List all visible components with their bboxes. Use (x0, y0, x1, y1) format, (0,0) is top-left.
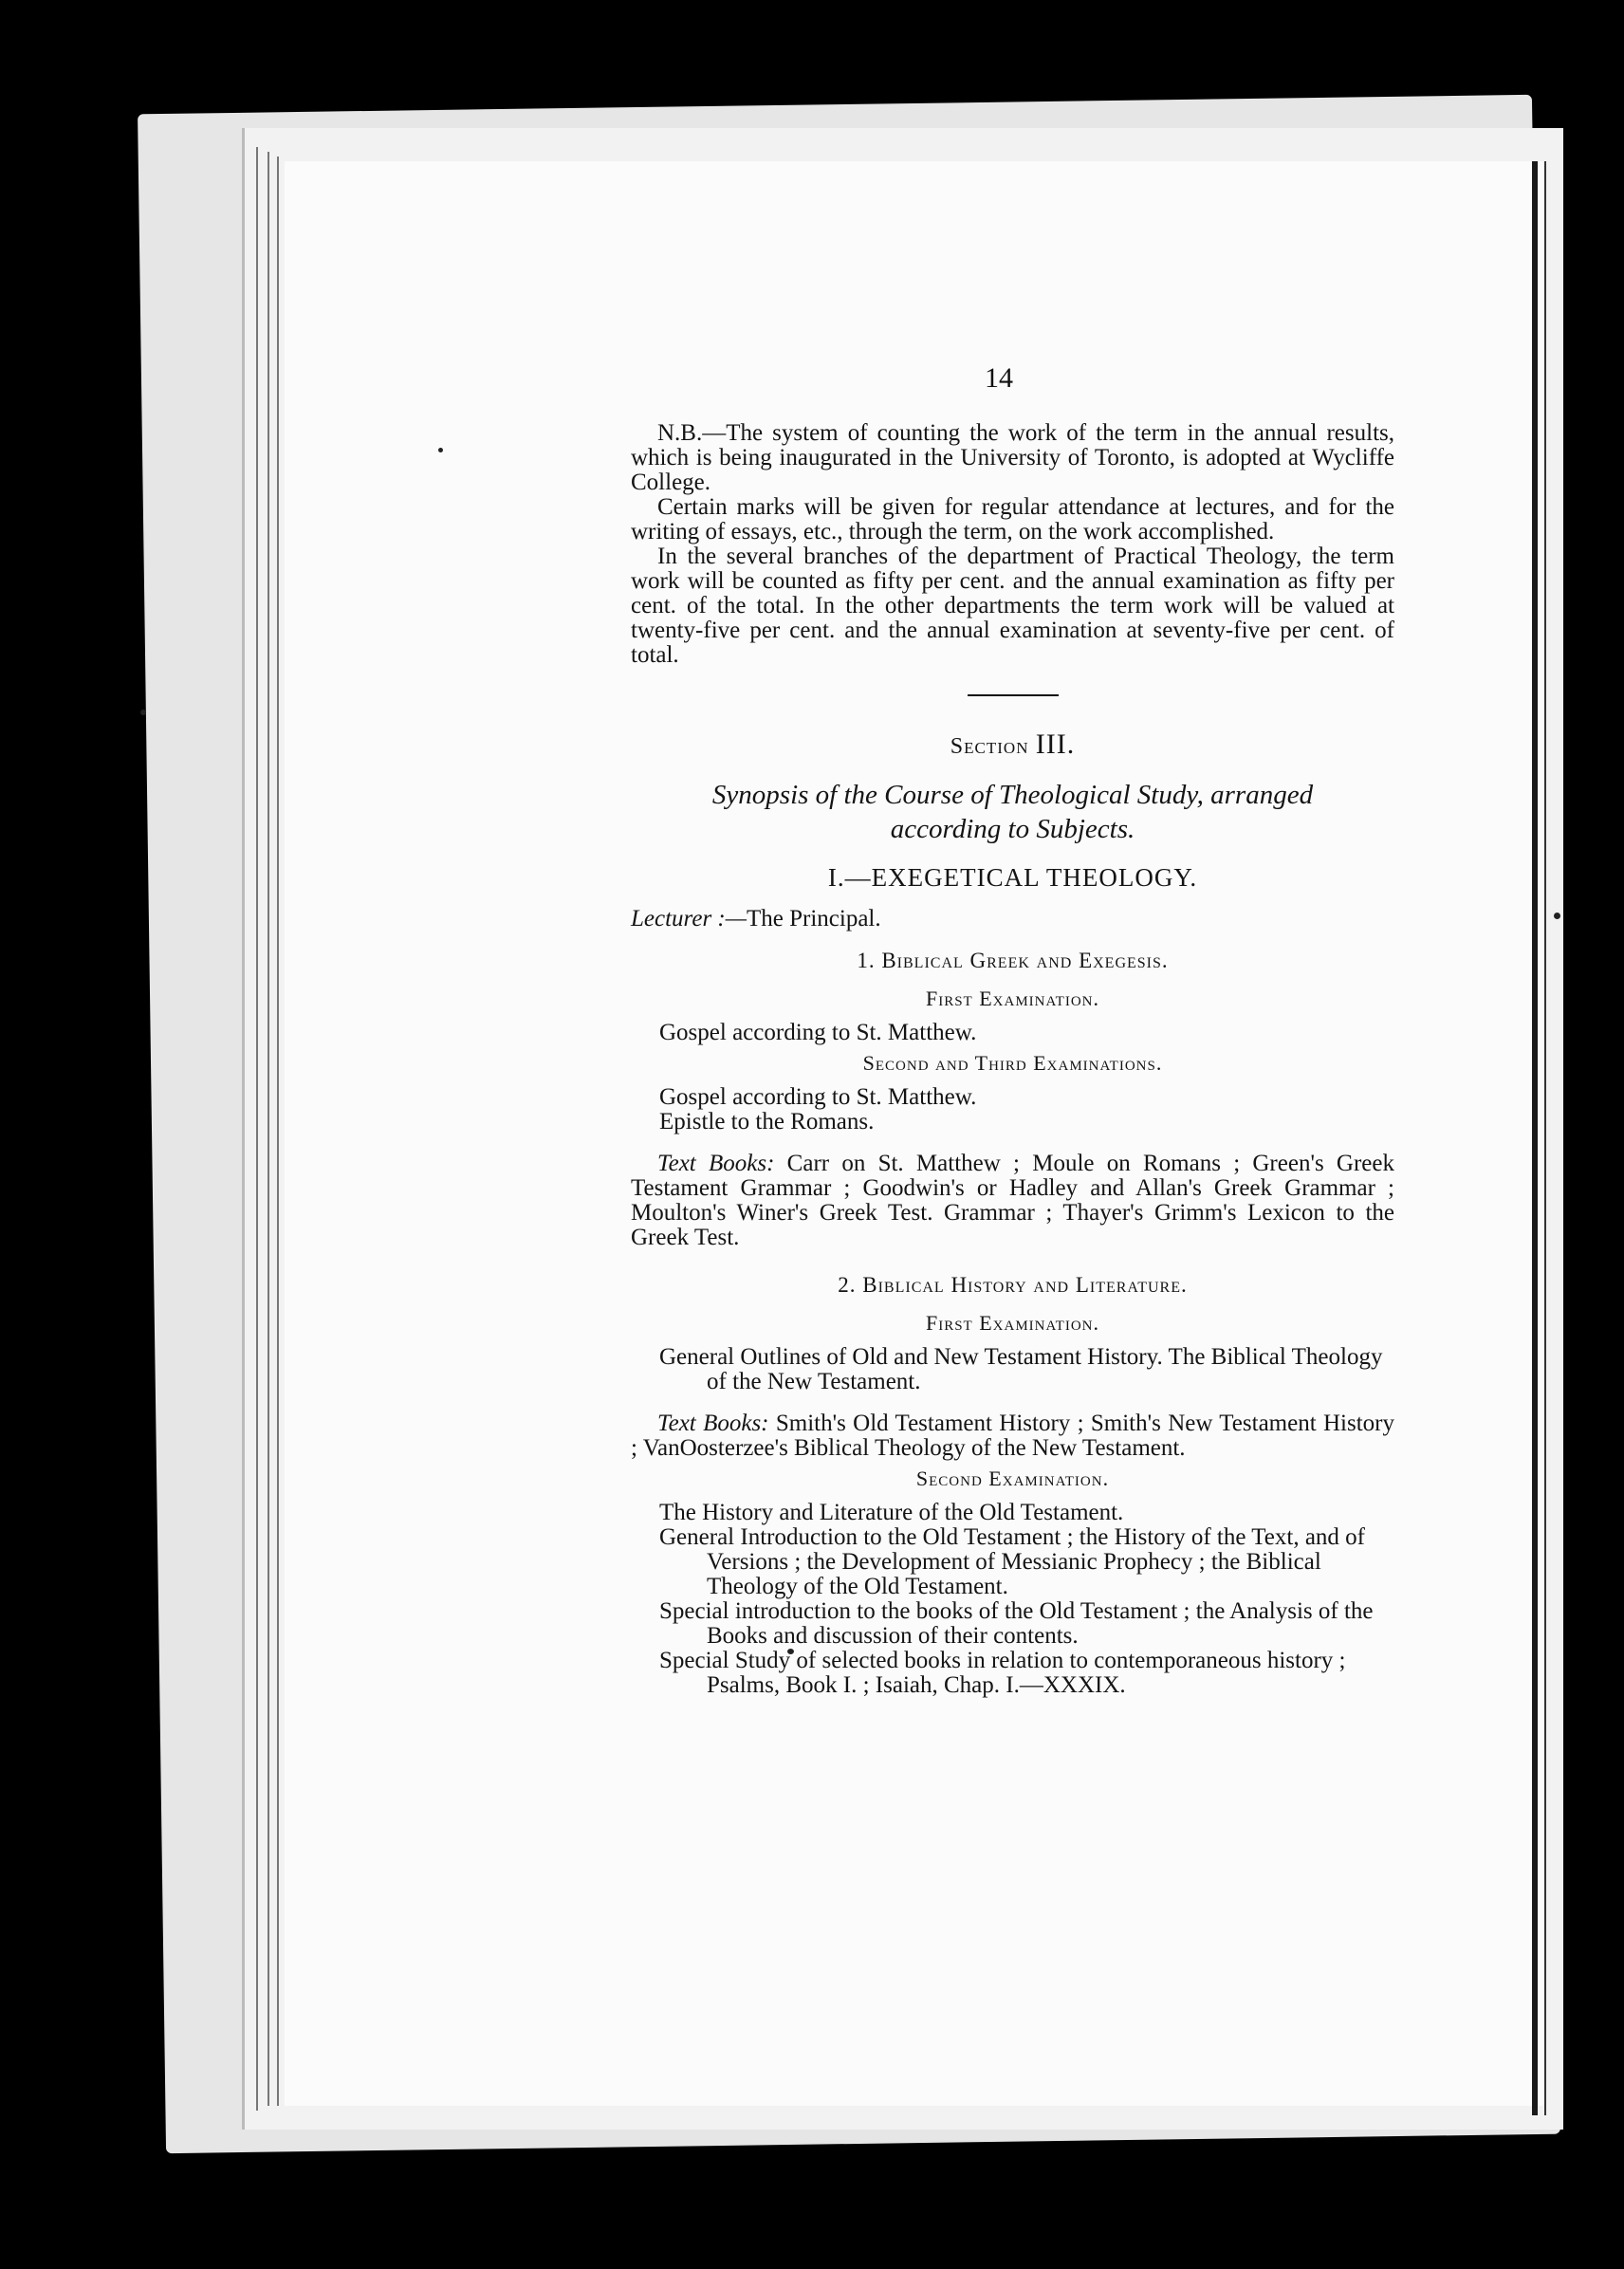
subject-2-heading: 2. Biblical History and Literature. (838, 1273, 1188, 1297)
page-number: 14 (985, 362, 1013, 394)
subject-2-text-books (631, 1411, 1394, 1461)
synopsis-title (631, 778, 1394, 846)
subject-1-text-books (631, 1152, 1394, 1250)
text-books-list: Smith's Old Testament History ; Smith's New Testament History ; VanOosterzee's Biblical Theology of the New Testament. (631, 1411, 1394, 1461)
page-content (631, 360, 1394, 1698)
separator-rule (968, 694, 1059, 696)
nb-paragraph-1: N.B.—The system of counting the work of the term in the annual results, which is being inaugurated in the University of Toronto, is adopted at Wycliffe College. (631, 420, 1394, 495)
nb-paragraph-3: In the several branches of the department of Practical Theology, the term work will be counted as fifty per cent. and the annual examination as fifty per cent. of the total. In the other departments the term work will be valued at twenty-five per cent. and the annual examination at seventy-five per cent. of total. (631, 544, 1394, 668)
subject-1-heading: 1. Biblical Greek and Exegesis. (857, 949, 1169, 972)
subject-2-second-exam-item: Special introduction to the books of the Old Testament ; the Analysis of the Books and discussion of their contents. (659, 1598, 1374, 1649)
section-word: Section (950, 734, 1029, 759)
binding-edge (1544, 161, 1546, 2115)
speck (1554, 913, 1560, 919)
text-books-list: Carr on St. Matthew ; Moule on Romans ; Green's Greek Testament Grammar ; Goodwin's or Hadley and Allan's Greek Grammar ; Moulton's Winer's Greek Test. Grammar ; Thayer's Grimm's Lexicon to the Greek Test. (631, 1151, 1395, 1250)
lecturer-label: Lecturer :— (631, 906, 747, 932)
synopsis-line-2: according to Subjects. (890, 814, 1135, 844)
nb-paragraph-2: Certain marks will be given for regular attendance at lectures, and for the writing of essays, etc., through the term, on the work accomplished. (631, 494, 1394, 544)
binding-edge (1532, 161, 1538, 2115)
lecturer-line (631, 907, 1394, 932)
subject-2-second-exam-heading: Second Examination. (915, 1467, 1110, 1490)
page-edge (256, 147, 258, 2111)
subject-2-second-exam-item: General Introduction to the Old Testament ; the History of the Text, and of Versions ; the Development of Messianic Prophecy ; the Biblical Theology of the Old Testament. (659, 1524, 1366, 1599)
subject-2-first-exam-item: General Outlines of Old and New Testament History. The Biblical Theology of the New Testament. (659, 1344, 1383, 1394)
section-heading (631, 729, 1394, 760)
department-heading: I.—EXEGETICAL THEOLOGY. (827, 863, 1198, 892)
subject-1-second-third-exam-item: Gospel according to St. Matthew. (659, 1084, 977, 1110)
page-edge (277, 157, 279, 2106)
subject-1-second-third-exam-heading: Second and Third Examinations. (862, 1051, 1163, 1075)
text-books-label: Text Books: (657, 1151, 775, 1176)
subject-2-second-exam-item: The History and Literature of the Old Testament. (659, 1500, 1124, 1525)
subject-1-first-exam-item: Gospel according to St. Matthew. (659, 1020, 977, 1045)
subject-2-second-exam-item: Special Study of selected books in relation to contemporaneous history ; Psalms, Book I. ; Isaiah, Chap. I.—XXXIX. (659, 1648, 1346, 1698)
page-edge (268, 152, 269, 2106)
lecturer-name: The Principal. (746, 906, 881, 932)
section-numeral: III. (1035, 729, 1076, 760)
subject-1-first-exam-heading: First Examination. (925, 987, 1099, 1010)
speck (438, 448, 443, 452)
speck (140, 710, 146, 715)
synopsis-line-1: Synopsis of the Course of Theological Study, arranged (711, 780, 1314, 810)
text-books-label: Text Books: (657, 1411, 769, 1436)
subject-1-second-third-exam-item: Epistle to the Romans. (659, 1109, 875, 1134)
subject-2-first-exam-heading: First Examination. (925, 1311, 1099, 1335)
